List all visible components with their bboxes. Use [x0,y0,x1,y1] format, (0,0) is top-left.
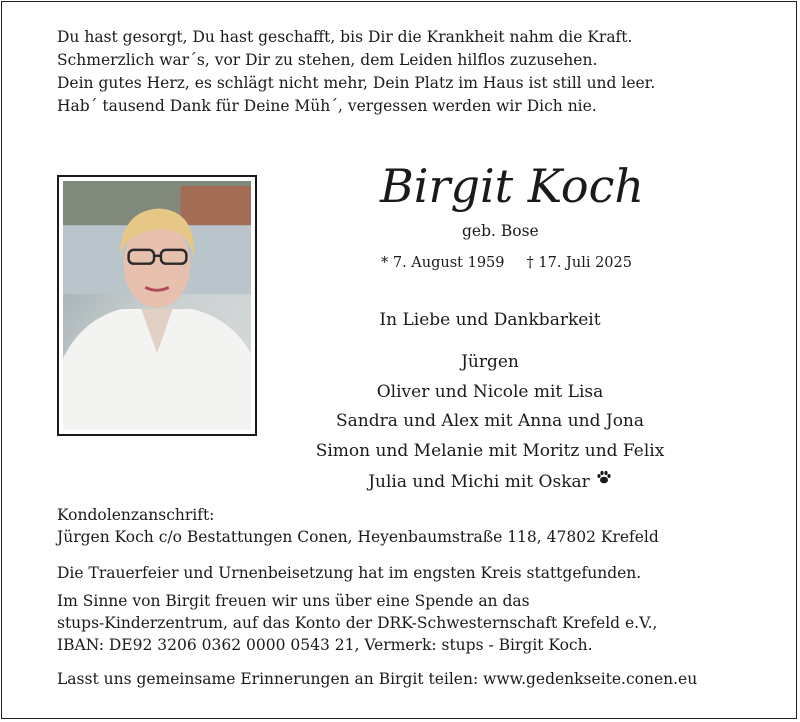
family-member [300,466,680,498]
memorial-page-text: Lasst uns gemeinsame Erinnerungen an Birgit teilen: www.gedenkseite.conen.eu [57,670,698,688]
death-date: † 17. Juli 2025 [526,255,632,271]
ceremony-text: Die Trauerfeier und Urnenbeisetzung hat im engsten Kreis stattgefunden. [57,564,642,582]
birth-date: * 7. August 1959 [381,255,505,271]
donation-line: IBAN: DE92 3206 0362 0000 0543 21, Vermerk: stups - Birgit Koch. [57,636,593,654]
birth-name: geb. Bose [462,222,539,240]
family-member: Sandra und Alex mit Anna und Jona [335,411,645,431]
deceased-name [380,140,680,230]
poem [57,26,655,118]
family-member: Oliver und Nicole mit Lisa [376,381,604,402]
name-script [380,140,680,230]
poem-line: Du hast gesorgt, Du hast geschafft, bis Dir die Krankheit nahm die Kraft. [57,28,633,46]
donation-note [57,590,657,656]
life-dates [381,255,632,271]
family-member: Jürgen [461,352,519,372]
condolence-label: Kondolenzanschrift: [57,506,215,524]
family-list [300,348,680,498]
family-member: Simon und Melanie mit Moritz und Felix [315,440,665,461]
poem-line: Dein gutes Herz, es schlägt nicht mehr, Dein Platz im Haus ist still und leer. [57,74,656,92]
family-member-text: Julia und Michi mit Oskar [368,472,590,492]
donation-line: stups-Kinderzentrum, auf das Konto der DRK-Schwesternschaft Krefeld e.V., [57,614,658,632]
portrait-illustration [63,181,251,430]
donation-line: Im Sinne von Birgit freuen wir uns über eine Spende an das [57,592,530,610]
poem-line: Schmerzlich war´s, vor Dir zu stehen, dem Leiden hilflos zuzusehen. [57,51,598,69]
deceased-name-text: Birgit Koch [380,159,644,213]
condolence-address-line: Jürgen Koch c/o Bestattungen Conen, Heyenbaumstraße 118, 47802 Krefeld [57,528,659,546]
ceremony-note [57,562,641,584]
dedication: In Liebe und Dankbarkeit [379,310,601,330]
condolence-address [57,504,659,548]
memorial-page-note [57,668,697,690]
portrait-photo [57,175,257,436]
poem-line: Hab´ tausend Dank für Deine Müh´, vergessen werden wir Dich nie. [57,97,597,115]
paw-print-icon [596,466,612,482]
